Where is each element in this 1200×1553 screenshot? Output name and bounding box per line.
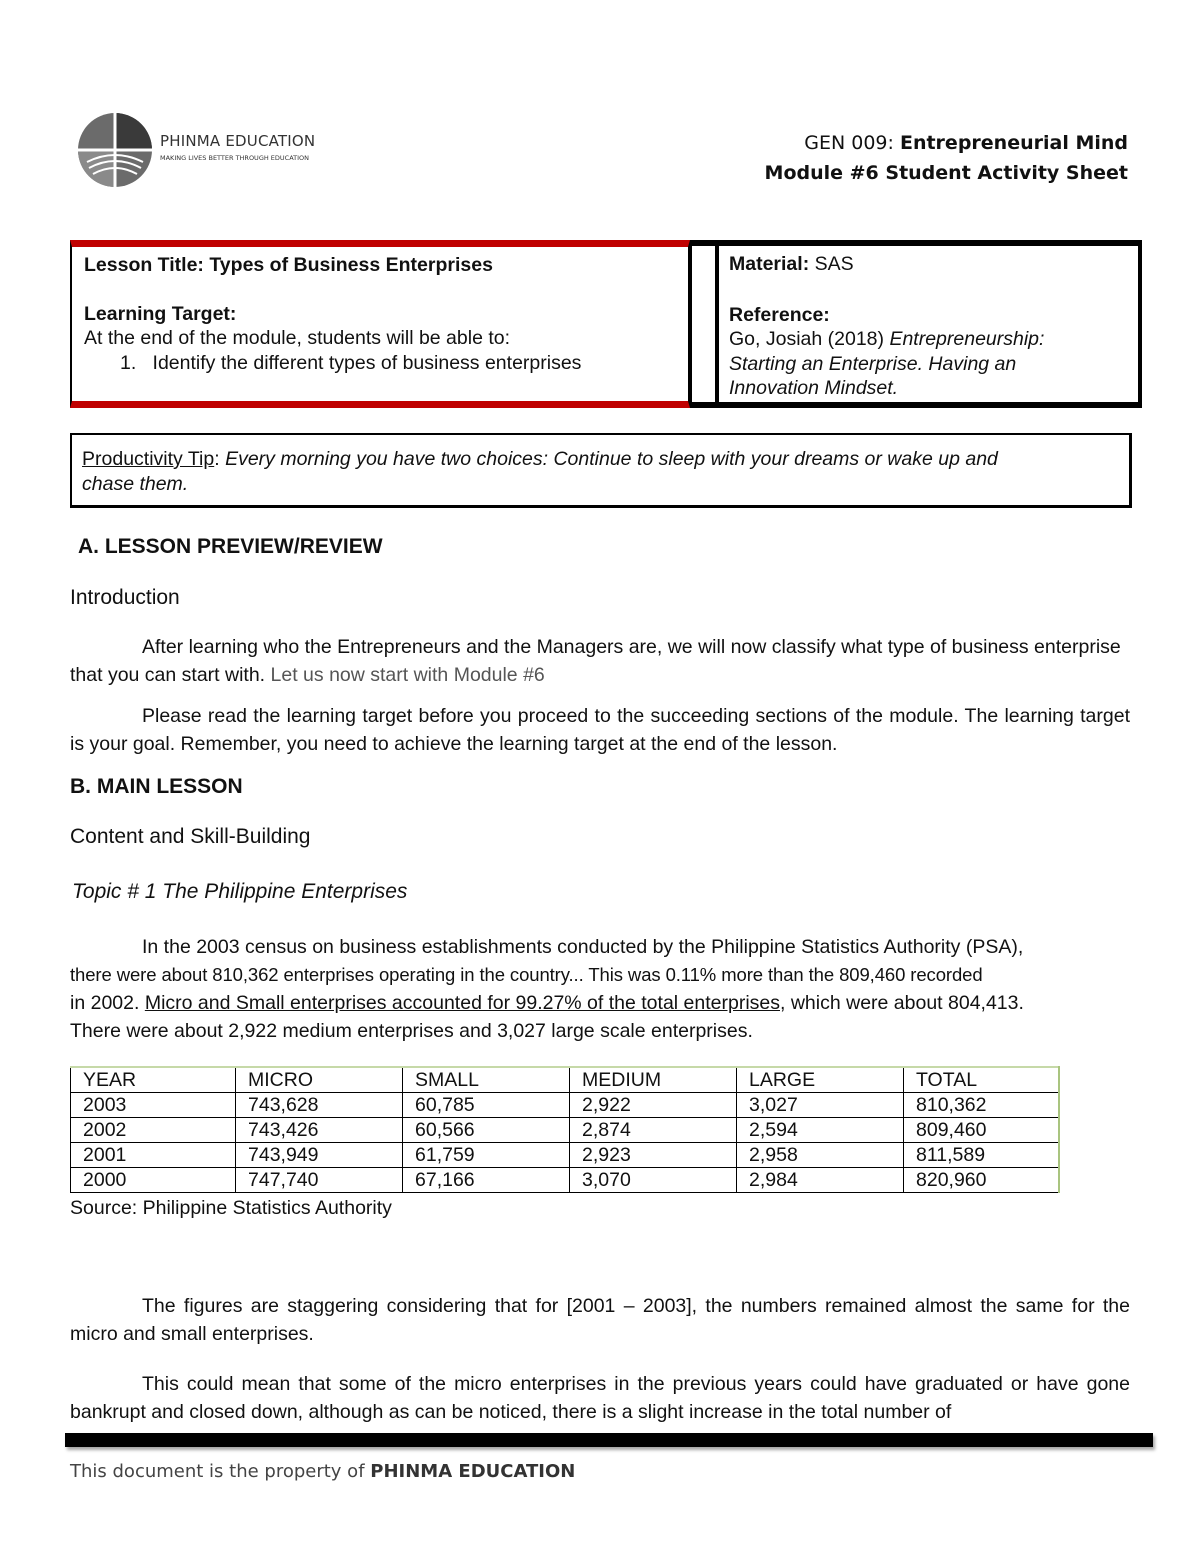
table-cell: 809,460 <box>904 1118 1060 1143</box>
micro-enterprises-paragraph: This could mean that some of the micro enterprises in the previous years could have graduated or have gone bankrupt and closed down, although as can be noticed, there is a slight increase in the total number of <box>70 1373 1130 1423</box>
table-row <box>71 1168 1060 1193</box>
target-text: Identify the different types of business enterprises <box>152 351 582 374</box>
reference-line-1 <box>729 327 1128 352</box>
intro-paragraph-2: Please read the learning target before you proceed to the succeeding sections of the module. The learning target is your goal. Remember, you need to achieve the learning target at the end of the lesson. <box>70 705 1130 755</box>
table-cell: 743,426 <box>236 1118 403 1143</box>
footer-note <box>70 1461 575 1482</box>
table-cell: 2,922 <box>570 1093 737 1118</box>
table-header-cell: TOTAL <box>904 1067 1060 1093</box>
table-header-cell: YEAR <box>71 1067 236 1093</box>
figures-paragraph: The figures are staggering considering that for [2001 – 2003], the numbers remained almost the same for the micro and small enterprises. <box>70 1295 1130 1345</box>
table-row <box>71 1118 1060 1143</box>
census-line-2: there were about 810,362 enterprises operating in the country... This was 0.11% more than the 809,460 recorded <box>70 964 983 985</box>
lesson-title-row <box>84 253 676 278</box>
target-number: 1. <box>120 351 137 374</box>
table-cell: 810,362 <box>904 1093 1060 1118</box>
tip-colon: : <box>214 448 220 470</box>
census-paragraph <box>70 933 1130 1045</box>
learning-target-label: Learning Target: <box>84 302 237 325</box>
reference-author: Go, Josiah (2018) <box>729 328 885 350</box>
table-cell: 60,785 <box>403 1093 570 1118</box>
learning-target-item <box>84 351 676 376</box>
table-header-row <box>71 1067 1060 1093</box>
table-cell: 2,958 <box>737 1143 904 1168</box>
learning-target-intro: At the end of the module, students will be able to: <box>84 327 511 349</box>
enterprise-table <box>70 1066 1060 1193</box>
introduction-heading: Introduction <box>70 586 180 609</box>
phinma-emblem-icon <box>75 110 335 190</box>
reference-title-1: Entrepreneurship: <box>889 328 1045 350</box>
table-source: Source: Philippine Statistics Authority <box>70 1197 392 1219</box>
table-header-cell: MICRO <box>236 1067 403 1093</box>
table-header-cell: MEDIUM <box>570 1067 737 1093</box>
table-cell: 747,740 <box>236 1168 403 1193</box>
logo-wordmark: PHINMA EDUCATION <box>160 132 316 150</box>
census-line-3 <box>70 989 1130 1017</box>
census-underline: Micro and Small enterprises accounted for 99.27% of the total enterprises <box>144 992 780 1014</box>
section-b-heading: B. MAIN LESSON <box>70 775 243 798</box>
intro-p1-text: After learning who the Entrepreneurs and the Managers are, we will now classify what type of business enterprise that you can start with. <box>70 636 1121 686</box>
table-cell: 67,166 <box>403 1168 570 1193</box>
material-reference-box <box>717 240 1142 408</box>
course-title: Entrepreneurial Mind <box>899 132 1128 154</box>
census-line-1: In the 2003 census on business establishments conducted by the Philippine Statistics Authority (PSA), <box>142 936 1024 958</box>
table-cell: 743,628 <box>236 1093 403 1118</box>
table-cell: 743,949 <box>236 1143 403 1168</box>
tip-label: Productivity Tip <box>82 448 215 470</box>
table-cell: 820,960 <box>904 1168 1060 1193</box>
table-cell: 2002 <box>71 1118 236 1143</box>
table-cell: 2001 <box>71 1143 236 1168</box>
module-title: Module #6 Student Activity Sheet <box>764 162 1128 184</box>
footer-text: This document is the property of <box>70 1461 365 1482</box>
section-a-heading: A. LESSON PREVIEW/REVIEW <box>78 535 383 558</box>
material-row <box>729 252 1128 277</box>
reference-title-2: Starting an Enterprise. Having an <box>729 352 1017 375</box>
tip-text-2: chase them. <box>82 473 189 495</box>
course-line <box>804 128 1128 158</box>
table-cell: 60,566 <box>403 1118 570 1143</box>
table-row <box>71 1143 1060 1168</box>
table-cell: 811,589 <box>904 1143 1060 1168</box>
intro-p1-gray: Let us now start with Module #6 <box>270 664 545 686</box>
tip-text-1: Every morning you have two choices: Continue to sleep with your dreams or wake up and <box>225 448 998 470</box>
table-cell: 2000 <box>71 1168 236 1193</box>
table-cell: 2,984 <box>737 1168 904 1193</box>
tip-line-1 <box>82 447 1119 472</box>
content-heading: Content and Skill-Building <box>70 825 311 848</box>
topic-heading: Topic # 1 The Philippine Enterprises <box>72 880 408 903</box>
census-line-3-start: in 2002. <box>70 992 140 1014</box>
table-cell: 2003 <box>71 1093 236 1118</box>
table-header-cell: SMALL <box>403 1067 570 1093</box>
census-line-3-end: , which were about 804,413. <box>780 992 1024 1014</box>
reference-title-3: Innovation Mindset. <box>729 377 899 399</box>
table-cell: 3,070 <box>570 1168 737 1193</box>
table-cell: 61,759 <box>403 1143 570 1168</box>
lesson-info-box <box>70 240 690 408</box>
material-value: SAS <box>814 253 854 275</box>
reference-label: Reference: <box>729 303 830 326</box>
footer-org: PHINMA EDUCATION <box>370 1461 576 1482</box>
box-divider <box>690 240 717 408</box>
table-cell: 2,923 <box>570 1143 737 1168</box>
material-label: Material: <box>729 253 810 275</box>
intro-paragraph-1 <box>70 633 1130 689</box>
footer-bar <box>65 1433 1153 1447</box>
table-cell: 2,594 <box>737 1118 904 1143</box>
lesson-title-label: Lesson Title: <box>84 254 204 276</box>
lesson-title: Types of Business Enterprises <box>209 254 493 276</box>
productivity-tip-box <box>70 433 1132 508</box>
census-line-4: There were about 2,922 medium enterprises and 3,027 large scale enterprises. <box>70 1020 753 1042</box>
table-cell: 2,874 <box>570 1118 737 1143</box>
course-code: GEN 009: <box>804 132 894 154</box>
table-header-cell: LARGE <box>737 1067 904 1093</box>
phinma-logo <box>75 110 335 190</box>
table-cell: 3,027 <box>737 1093 904 1118</box>
table-row <box>71 1093 1060 1118</box>
logo-tagline: MAKING LIVES BETTER THROUGH EDUCATION <box>160 154 310 162</box>
